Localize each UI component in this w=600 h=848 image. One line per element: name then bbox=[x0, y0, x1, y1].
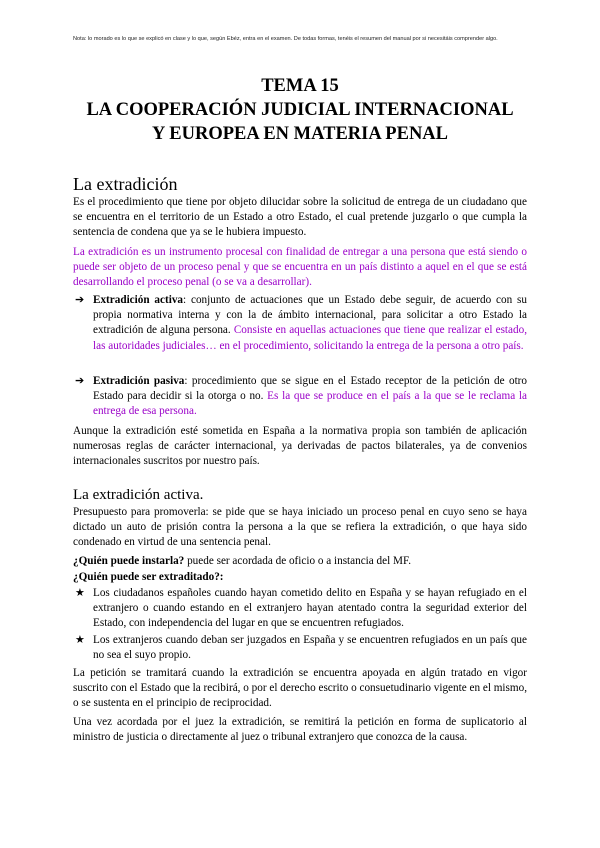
acordada-paragraph: Una vez acordada por el juez la extradición, se remitirá la petición en forma de suplicatorio al ministro de justicia o directamente al juez o tribunal extranjero que conozca de la causa. bbox=[73, 716, 527, 744]
definition-text: : conjunto de actuaciones que un Estado debe seguir, de acuerdo con su propia normativa interna y con la de ámbito internacional, para solicitar a otro Estado la extradición de alguna persona. bbox=[93, 294, 527, 337]
star-icon: ★ bbox=[75, 587, 86, 599]
chapter-number: TEMA 15 bbox=[261, 76, 339, 96]
definition-text: : procedimiento que se sigue en el Estado receptor de la petición de otro Estado para decidir si la otorga o no. bbox=[93, 375, 527, 403]
question-extraditado bbox=[73, 570, 527, 585]
section-heading-extradicion-activa: La extradición activa. bbox=[73, 487, 204, 503]
bullet-extradicion-activa bbox=[73, 293, 527, 354]
presupuesto-paragraph: Presupuesto para promoverla: se pide que se haya iniciado un proceso penal en cuyo seno se haya dictado un auto de prisión contra la persona a la que se refiera la extradición, o que haya sido condenado en virtud de una sentencia penal. bbox=[73, 506, 527, 549]
chapter-title-line2: Y EUROPEA EN MATERIA PENAL bbox=[151, 124, 449, 144]
extradicion-definition: Es el procedimiento que tiene por objeto dilucidar sobre la solicitud de entrega de un ciudadano que se encuentra en el territorio de un Estado a otro Estado, el cual pretende juzgarlo o que cumpla la sentencia de condena que ya se le hubiera impuesto. bbox=[73, 196, 527, 239]
extradicion-class-note: La extradición es un instrumento procesal con finalidad de entregar a una persona que está siendo o puede ser objeto de un proceso penal y que se encuentra en un país distinto a aquel en el que se está desarrollando el proceso penal (o se va a desarrollar). bbox=[73, 246, 527, 289]
bullet-extradicion-pasiva bbox=[73, 374, 527, 420]
term-extradicion-pasiva: Extradición pasiva bbox=[93, 375, 185, 387]
peticion-paragraph: La petición se tramitará cuando la extradición se encuentra apoyada en algún tratado en vigor suscrito con el Estado que la recibirá, o por el derecho escrito o consuetudinario vigente en el mismo, o se sustenta en el principio de reciprocidad. bbox=[73, 667, 527, 710]
question-label: ¿Quién puede instarla? bbox=[73, 555, 185, 567]
bullet-ciudadanos-espanoles bbox=[73, 586, 527, 632]
arrow-icon: ➔ bbox=[75, 294, 85, 306]
bullet-text: Los extranjeros cuando deban ser juzgados en España y se encuentren refugiados en un país que no sea el suyo propio. bbox=[93, 634, 527, 662]
header-note: Nota: lo morado es lo que se explicó en clase y lo que, según Ebéz, entra en el examen. De todas formas, tenéis el resumen del manual por si necesitáis comprender algo. bbox=[73, 36, 498, 42]
bullet-extranjeros bbox=[73, 633, 527, 663]
star-icon: ★ bbox=[75, 634, 86, 646]
chapter-title-line1: LA COOPERACIÓN JUDICIAL INTERNACIONAL bbox=[86, 100, 514, 120]
extradicion-closing: Aunque la extradición esté sometida en España a la normativa propia son también de aplicación numerosas reglas de carácter internacional, ya derivadas de pactos bilaterales, ya de convenios internacionales suscritos por nuestro país. bbox=[73, 425, 527, 468]
section-heading-extradicion: La extradición bbox=[73, 174, 178, 194]
question-label: ¿Quién puede ser extraditado?: bbox=[73, 571, 224, 583]
arrow-icon: ➔ bbox=[75, 375, 85, 387]
answer-text: puede ser acordada de oficio o a instancia del MF. bbox=[184, 555, 412, 567]
term-extradicion-activa: Extradición activa bbox=[93, 294, 184, 306]
question-instarla bbox=[73, 554, 527, 569]
class-note: Es la que se produce en el país a la que se le reclama la entrega de esa persona. bbox=[93, 390, 527, 418]
class-note: Consiste en aquellas actuaciones que tiene que realizar el estado, las autoridades judiciales… en el procedimiento, solicitando la entrega de la persona a otro país. bbox=[93, 324, 527, 352]
bullet-text: Los ciudadanos españoles cuando hayan cometido delito en España y se hayan refugiado en el extranjero o cuando estando en el extranjero hayan atentado contra la seguridad exterior del Estado, con independencia del lugar en que se encuentren refugiados. bbox=[93, 587, 527, 630]
